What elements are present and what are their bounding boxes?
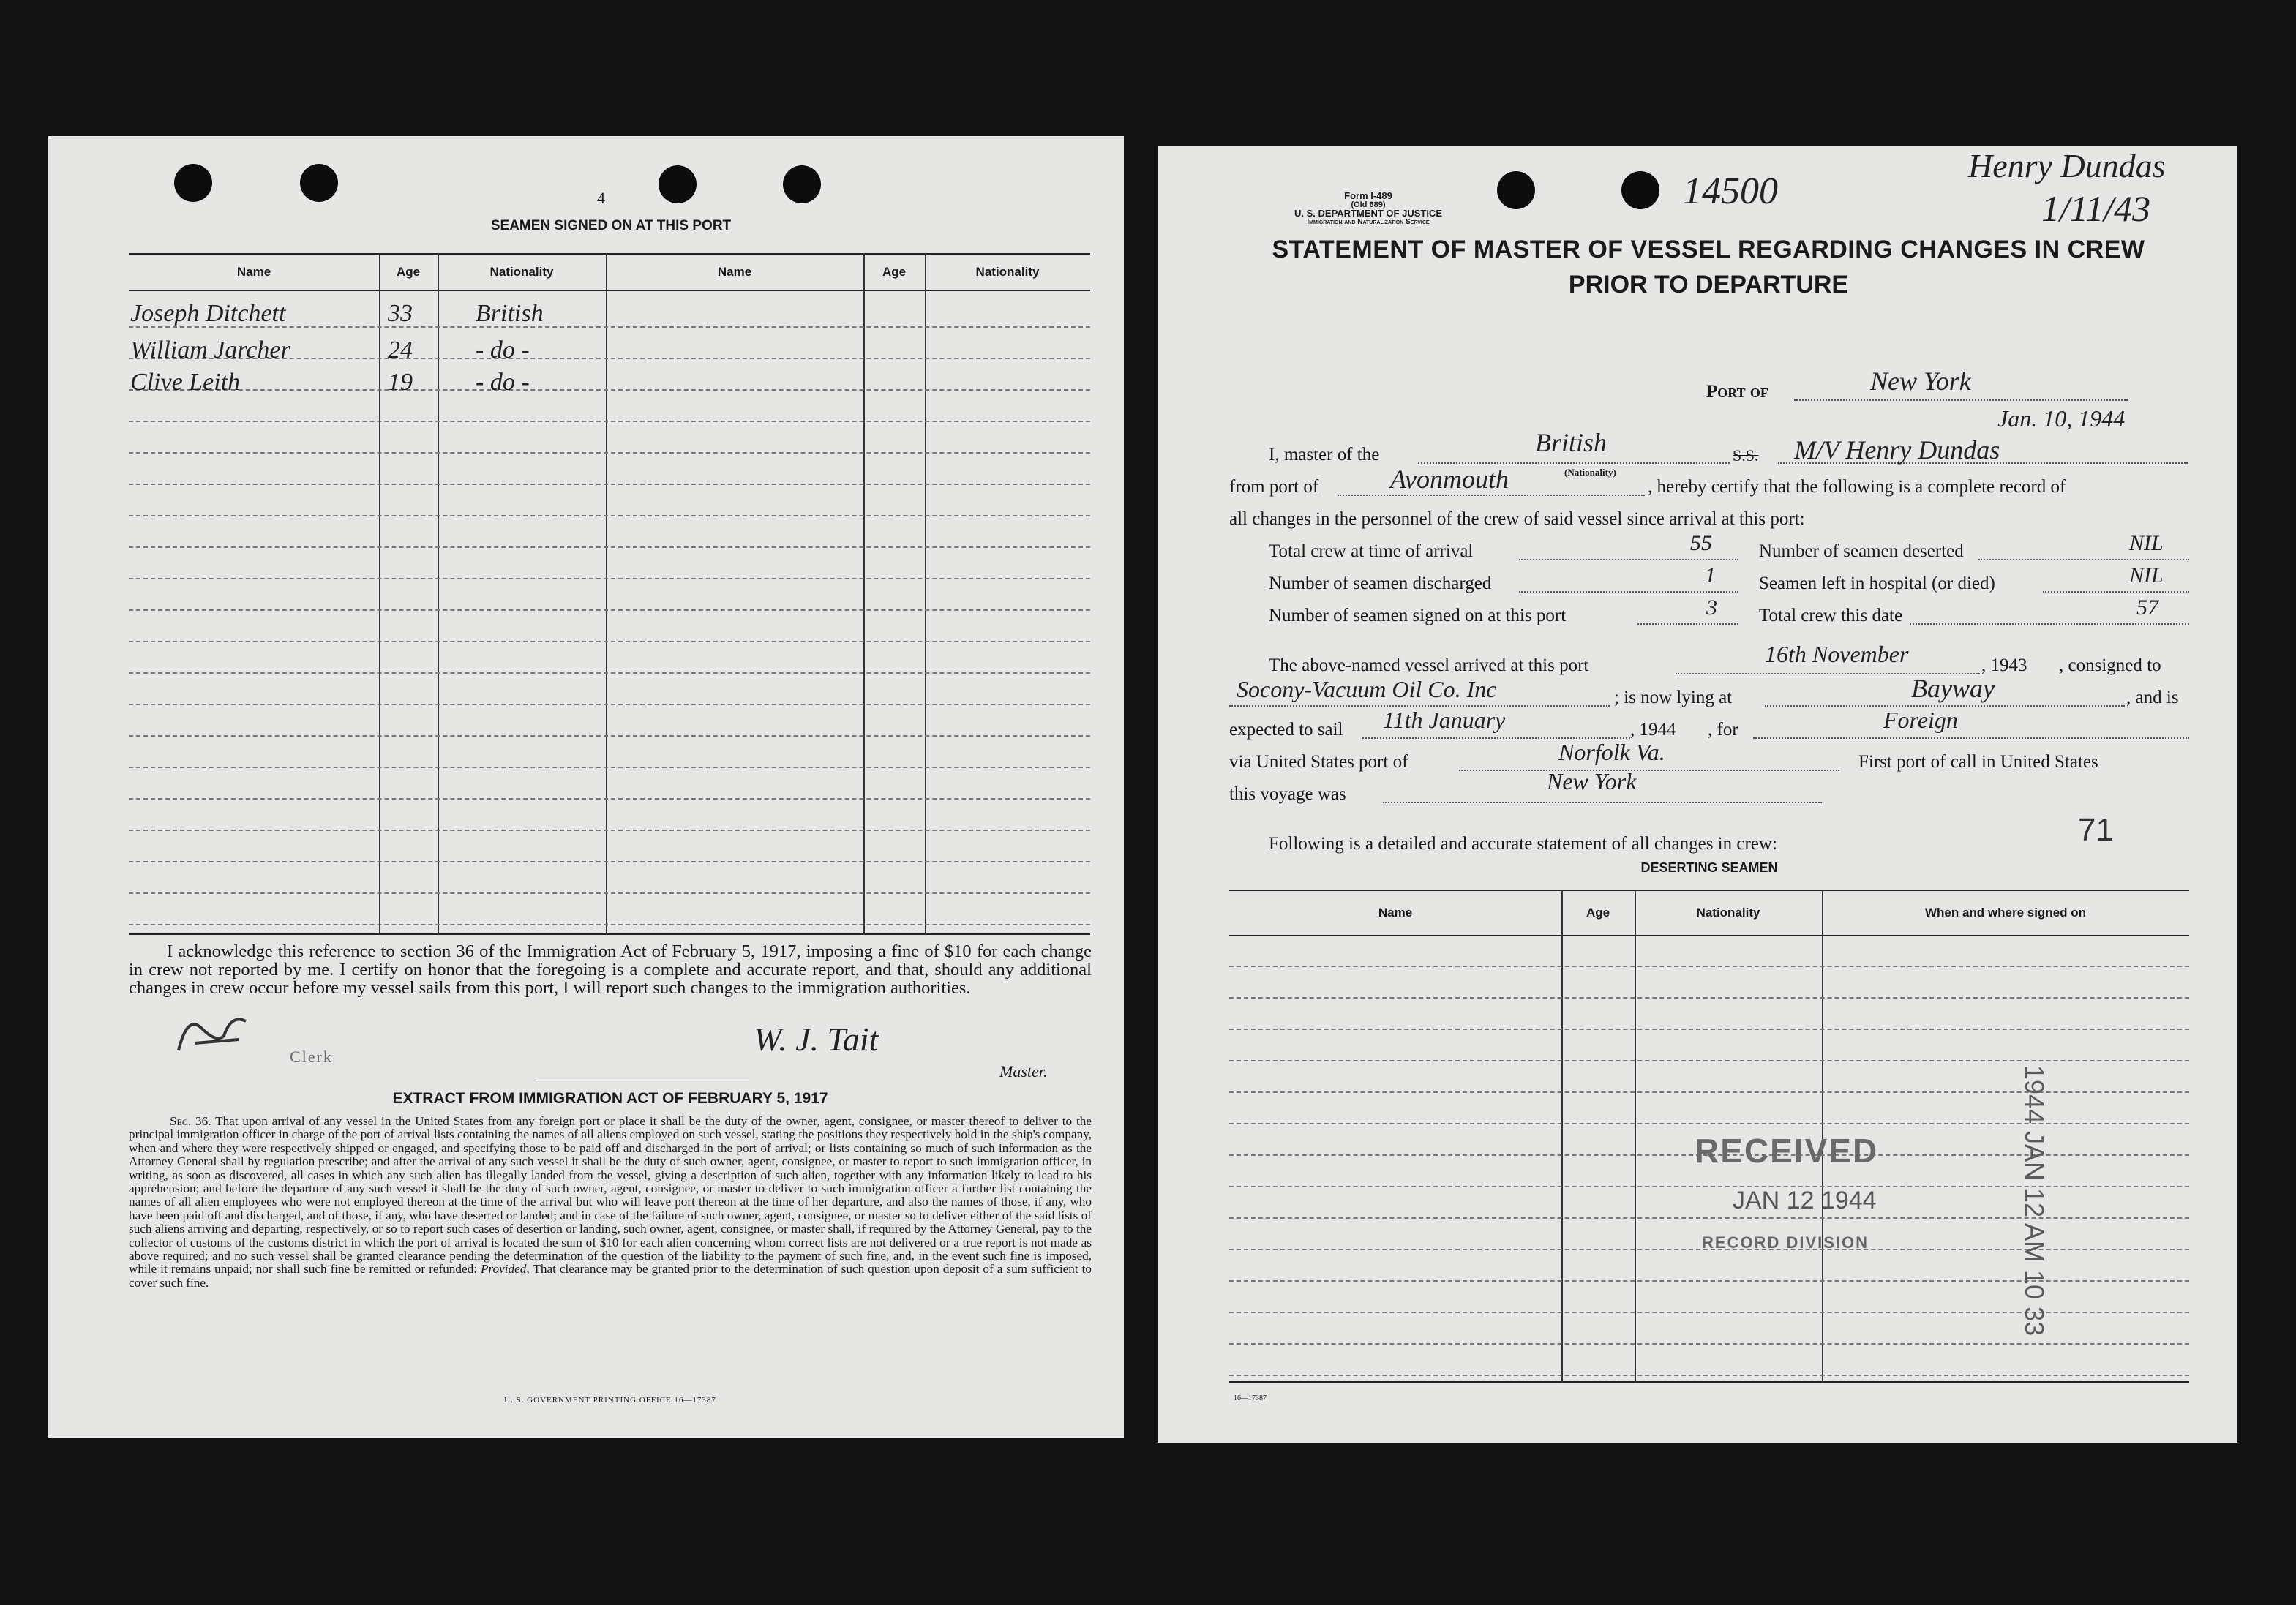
column-divider: [438, 253, 439, 935]
and-is-label: , and is: [2126, 688, 2179, 707]
ruled-line: [129, 892, 1090, 894]
form-subtitle: PRIOR TO DEPARTURE: [1568, 271, 1849, 298]
page-number: 4: [597, 189, 605, 207]
ruled-line: [129, 672, 1090, 674]
seaman-age: 24: [388, 337, 413, 364]
stat-label: Number of seamen signed on at this port: [1269, 606, 1567, 625]
arrived-label: The above-named vessel arrived at this port: [1269, 655, 1589, 675]
column-header-name: Name: [717, 265, 752, 279]
seaman-nationality: - do -: [476, 369, 530, 396]
seaman-nationality: British: [476, 300, 544, 327]
extract-body: [129, 1115, 1092, 1290]
punch-hole: [174, 164, 212, 202]
stamp-number: 71: [2078, 812, 2114, 848]
nationality-caption: (Nationality): [1564, 467, 1616, 478]
ruled-line: [129, 704, 1090, 705]
via-label: via United States port of: [1229, 752, 1408, 772]
seaman-nationality: - do -: [476, 337, 530, 364]
port-value: New York: [1870, 367, 1971, 396]
column-divider: [606, 253, 607, 935]
consigned-label: , consigned to: [2059, 655, 2161, 675]
from-port-value: Avonmouth: [1390, 465, 1509, 494]
extract-heading: EXTRACT FROM IMMIGRATION ACT OF FEBRUARY 5, 1917: [392, 1090, 828, 1107]
ruled-line: [129, 767, 1090, 768]
stat-value-hospital: NIL: [2129, 563, 2164, 587]
stat-leader: [1978, 559, 2189, 560]
master-label: Master.: [999, 1062, 1048, 1080]
column-divider: [1561, 890, 1563, 1383]
seaman-name: Joseph Ditchett: [130, 300, 286, 327]
form-header: [1229, 192, 1507, 227]
ruled-line: [129, 609, 1090, 611]
stat-value-deserted: NIL: [2129, 531, 2164, 555]
ruled-line: [129, 735, 1090, 737]
column-header-age: Age: [396, 265, 421, 279]
column-header-nationality: Nationality: [489, 265, 554, 279]
first-port-label: First port of call in United States: [1858, 752, 2098, 772]
consignee-value: Socony-Vacuum Oil Co. Inc: [1237, 676, 1497, 702]
stat-value-total-date: 57: [2136, 595, 2158, 620]
voyage-field-line: [1383, 802, 1822, 803]
master-of-label: I, master of the: [1269, 445, 1380, 465]
stat-label: Number of seamen deserted: [1759, 541, 1964, 561]
vertical-date-stamp: 1944 JAN 12 AM 10 33: [2019, 1064, 2049, 1337]
extract-tail: That clearance may be granted prior to the determination of such question upon deposit of a sum sufficient to cover such fine.: [129, 1262, 1092, 1290]
stat-leader: [1637, 623, 1738, 625]
seaman-age: 19: [388, 369, 413, 396]
lying-label: ; is now lying at: [1614, 688, 1733, 707]
table-bottom-rule: [129, 933, 1090, 935]
ruled-line: [1229, 1375, 2189, 1376]
handwritten-number: 14500: [1683, 170, 1778, 212]
table-top-rule: [129, 253, 1090, 255]
stat-value-total-arrival: 55: [1690, 531, 1712, 555]
seaman-name: Clive Leith: [130, 369, 241, 396]
handwritten-vessel-name: Henry Dundas: [1968, 147, 2166, 184]
punch-hole: [1621, 171, 1659, 209]
acknowledgement-text: I acknowledge this reference to section 36 of the Immigration Act of February 5, 1917, imposing a fine of $10 for each change in crew not reported by me. I certify on honor that the foregoing is a complete and accurate report, and that, should any additional changes in crew occur before my vessel sails from this port, I will report such changes to the immigration authorities.: [129, 941, 1092, 998]
column-header-age: Age: [882, 265, 907, 279]
printing-office-footer: U. S. GOVERNMENT PRINTING OFFICE 16—17387: [504, 1396, 716, 1405]
ruled-line: [129, 924, 1090, 925]
stat-leader: [1910, 623, 2189, 625]
form-old-number: (Old 689): [1351, 200, 1386, 209]
seamen-signed-heading: SEAMEN SIGNED ON AT THIS PORT: [490, 218, 732, 233]
arrived-value: 16th November: [1765, 641, 1909, 667]
deserting-table-bottom: [1229, 1381, 2189, 1383]
ruled-line: [129, 546, 1090, 548]
deserting-col-age: Age: [1586, 906, 1610, 920]
form-title: STATEMENT OF MASTER OF VESSEL REGARDING CHANGES IN CREW: [1272, 236, 2145, 263]
port-label: Port of: [1706, 382, 1768, 402]
for-label: , for: [1708, 720, 1738, 740]
seaman-name: William Jarcher: [130, 337, 290, 364]
stat-leader: [1519, 559, 1738, 560]
ruled-line: [129, 861, 1090, 862]
ruled-line: [129, 515, 1090, 516]
form-number: Form I-489: [1344, 190, 1392, 201]
column-divider: [379, 253, 380, 935]
extract-text: That upon arrival of any vessel in the United States from any foreign port or place it shall be the duty of the owner, agent, consignee, or master thereof to deliver to the principal immigration officer in charge of the port of arrival lists containing the names of all aliens employed on such vessel, stating the positions they respectively hold in the ship's company, when and where they were respectively shipped or engaged, and specifying those to be paid off and discharged in the port of arrival; or lists containing so much of such information as the Attorney General shall by regulation prescribe; and after the arrival of any such vessel it shall be the duty of such owner, agent, consignee, or master to report to such immigration officer, in writing, as soon as discovered, all cases in which any such alien has illegally landed from the vessel, giving a description of such alien, together with any information likely to lead to his apprehension; and before the departure of any such vessel it shall be the duty of such owner, agent, consignee, or master to deliver to such immigration officer a further list containing the names of all alien employees who were not employed thereon at the time of the arrival but who will leave port thereon at the time of her departure, and also the names of those, if any, who have been paid off and discharged, and of those, if any, who have deserted or landed; and in case of the failure of such owner, agent, consignee, or master so to deliver either of the said lists of such aliens arriving and departing, respectively, or so to report such cases of desertion or landing, such owner, agent, consignee, or master shall, if required by the Attorney General, pay to the collector of customs of the customs district in which the port of arrival is located the sum of $10 for each alien concerning whom correct lists are not delivered or a true report is not made as above required; and no such vessel shall be granted clearance pending the determination of the question of the liability to the payment of such fine, and, in the event such fine is imposed, while it remains unpaid; nor shall such fine be remitted or refunded:: [129, 1114, 1092, 1277]
voyage-value: New York: [1547, 768, 1637, 794]
nationality-value: British: [1535, 428, 1607, 457]
stat-value-discharged: 1: [1705, 563, 1716, 587]
sail-value: 11th January: [1383, 707, 1506, 733]
deserting-heading: DESERTING SEAMEN: [1640, 860, 1778, 875]
column-divider: [863, 253, 865, 935]
ruled-line: [129, 452, 1090, 454]
certify-text: , hereby certify that the following is a complete record of: [1648, 477, 2066, 497]
deserting-table-header-rule: [1229, 935, 2189, 936]
clerk-initials: [173, 1007, 260, 1059]
column-divider: [925, 253, 926, 935]
received-stamp: RECEIVED: [1695, 1132, 1879, 1170]
ruled-line: [129, 830, 1090, 831]
punch-hole: [300, 164, 338, 202]
stat-label: Seamen left in hospital (or died): [1759, 574, 1995, 593]
ruled-line: [129, 798, 1090, 800]
deserting-col-nationality: Nationality: [1696, 906, 1760, 920]
all-changes-text: all changes in the personnel of the crew of said vessel since arrival at this port:: [1229, 509, 1805, 529]
date-value: Jan. 10, 1944: [1997, 405, 2126, 432]
ruled-line: [1229, 997, 2189, 999]
stat-value-signed-on: 3: [1706, 595, 1717, 620]
stat-leader: [2043, 591, 2189, 593]
seaman-age: 33: [388, 300, 413, 327]
ruled-line: [129, 389, 1090, 391]
port-field-line: [1794, 399, 2128, 401]
voyage-label: this voyage was: [1229, 784, 1346, 804]
clerk-label: Clerk: [290, 1048, 333, 1066]
stat-leader: [1519, 591, 1738, 593]
extract-section: Sec. 36.: [170, 1114, 211, 1128]
from-port-label: from port of: [1229, 477, 1319, 497]
extract-provided: Provided,: [481, 1262, 530, 1277]
deserting-col-signed-on: When and where signed on: [1924, 906, 2087, 920]
vessel-value: M/V Henry Dundas: [1794, 435, 2000, 465]
sail-label: expected to sail: [1229, 720, 1343, 740]
ruled-line: [129, 641, 1090, 642]
deserting-table-top: [1229, 890, 2189, 891]
following-text: Following is a detailed and accurate statement of all changes in crew:: [1269, 834, 1777, 854]
for-value: Foreign: [1883, 707, 1958, 733]
handwritten-date: 1/11/43: [2041, 188, 2151, 229]
via-value: Norfolk Va.: [1558, 739, 1665, 765]
sail-year: , 1944: [1630, 720, 1676, 740]
table-header-rule: [129, 290, 1090, 291]
ruled-line: [129, 484, 1090, 485]
column-header-nationality: Nationality: [975, 265, 1040, 279]
stat-label: Total crew this date: [1759, 606, 1903, 625]
ss-label: S.S.: [1733, 446, 1759, 465]
department-name: U. S. DEPARTMENT OF JUSTICE: [1294, 208, 1442, 219]
column-divider: [1635, 890, 1636, 1383]
via-field-line: [1459, 770, 1839, 771]
master-signature: W. J. Tait: [754, 1020, 879, 1058]
ruled-line: [129, 578, 1090, 579]
received-stamp-date: JAN 12 1944: [1733, 1187, 1877, 1214]
stat-label: Total crew at time of arrival: [1269, 541, 1474, 561]
ruled-line: [1229, 966, 2189, 967]
footer-code: 16—17387: [1234, 1394, 1267, 1402]
ruled-line: [1229, 1029, 2189, 1030]
ruled-line: [129, 421, 1090, 422]
deserting-col-name: Name: [1378, 906, 1413, 920]
service-name: Immigration and Naturalization Service: [1307, 218, 1430, 226]
arrived-year: , 1943: [1981, 655, 2027, 675]
record-division-stamp: RECORD DIVISION: [1702, 1233, 1869, 1252]
stat-label: Number of seamen discharged: [1269, 574, 1492, 593]
for-field-line: [1753, 737, 2189, 739]
lying-value: Bayway: [1911, 674, 1995, 703]
column-header-name: Name: [236, 265, 271, 279]
punch-hole: [659, 165, 697, 203]
from-port-field-line: [1338, 495, 1645, 496]
punch-hole: [783, 165, 821, 203]
